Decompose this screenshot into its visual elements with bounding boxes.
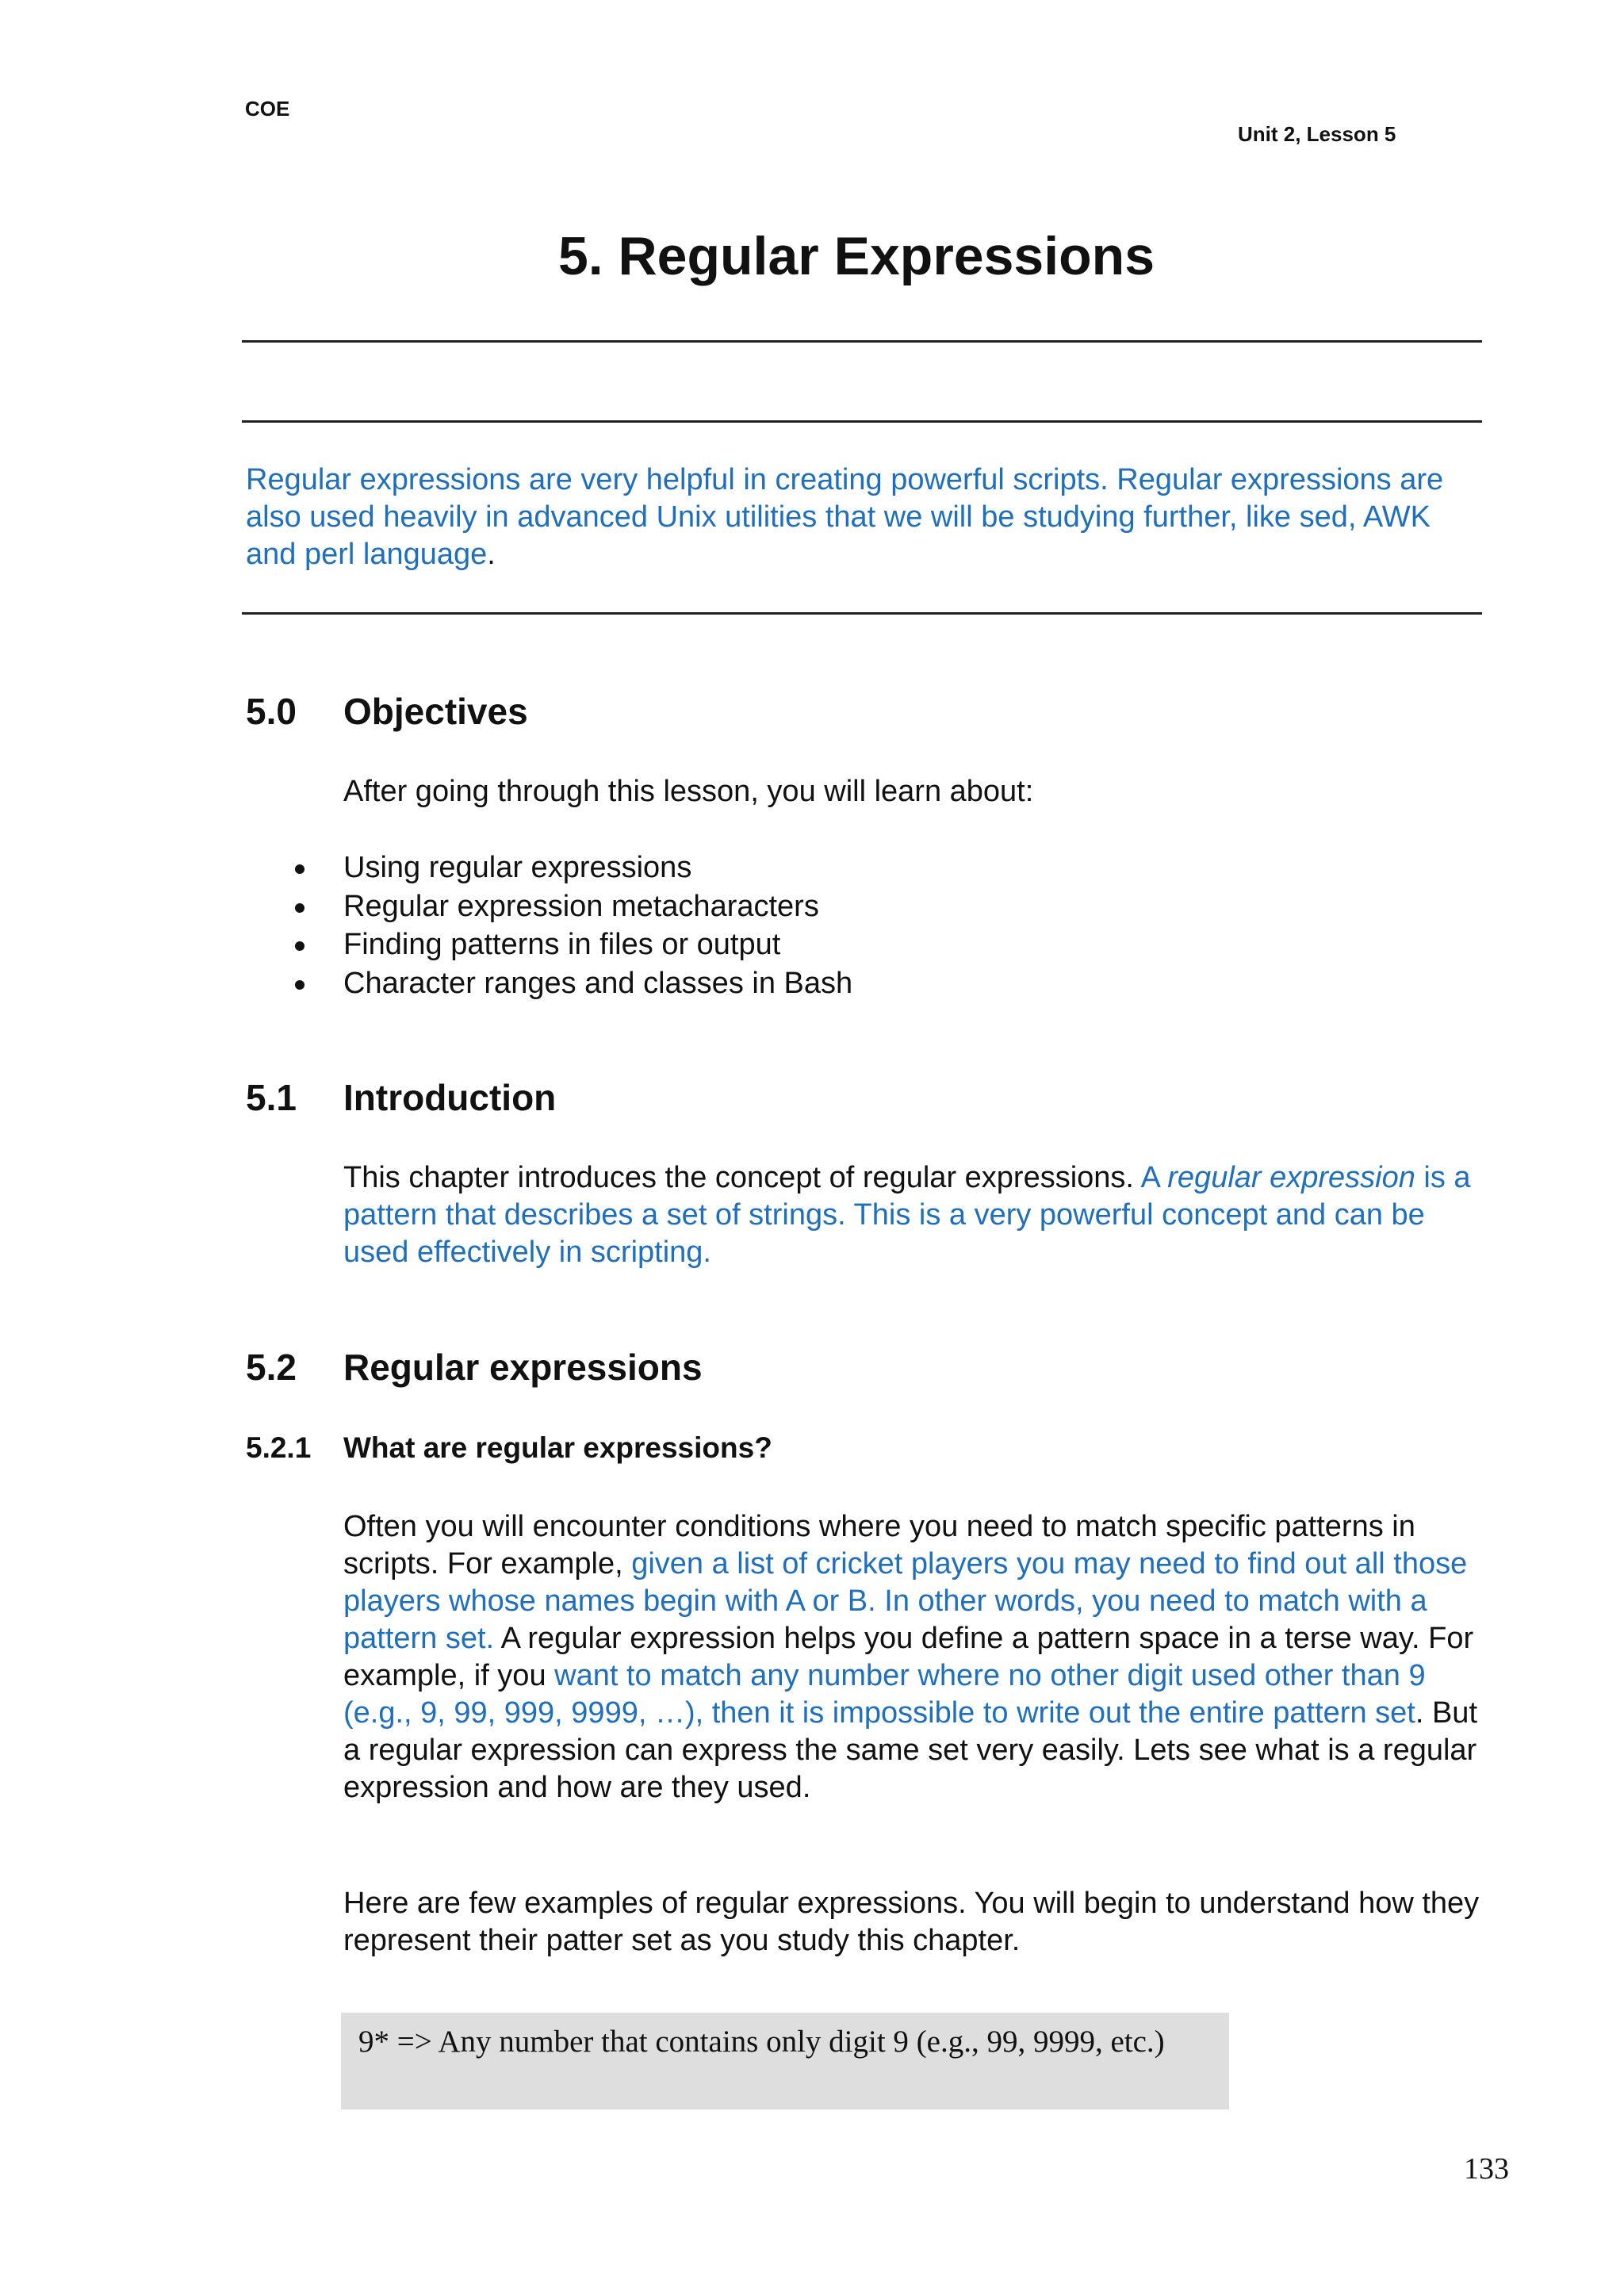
example-box [341,2013,1229,2109]
list-item [285,849,852,887]
section-heading-introduction: Introduction [343,1077,557,1118]
bullet-text: Regular expression metacharacters [343,889,819,923]
section-number-introduction: 5.1 [246,1077,297,1118]
introduction-text-plain: This chapter introduces the concept of regular expressions. [343,1161,1141,1194]
intro-period: . [487,538,496,571]
introduction-term: regular expression [1167,1161,1415,1194]
list-item [285,887,852,926]
title-rule-bottom [242,420,1482,423]
bullet-text: Using regular expressions [343,851,692,884]
regex-p1-s1: Often you will encounter conditions where you need to match specific patterns in scripts. For example, [343,1510,1415,1580]
regex-paragraph-1 [343,1508,1485,1806]
bullet-icon [295,980,304,990]
section-number-objectives: 5.0 [246,691,297,732]
introduction-paragraph [343,1159,1485,1271]
intro-text: Regular expressions are very helpful in creating powerful scripts. Regular expressions are also used heavily in advanced Unix utilities that we will be studying further, like sed, AWK and perl language [246,463,1444,571]
bullet-text: Character ranges and classes in Bash [343,966,853,1000]
bullet-text: Finding patterns in files or output [343,928,781,961]
title-rule-top [242,340,1482,343]
list-item [285,964,852,1003]
list-item [285,925,852,964]
regex-p1-s2: A regular expression helps you define a pattern space in a terse way. For example, if you [343,1622,1474,1692]
regex-p1-b2: want to match any number where no other digit used other than 9 (e.g., 9, 99, 999, 9999, …), then it is impossible to write out the entire pattern set [343,1659,1426,1730]
section-heading-regex: Regular expressions [343,1347,703,1388]
page-title: 5. Regular Expressions [557,226,1155,286]
section-heading-objectives: Objectives [343,691,528,732]
page-number: 133 [1464,2152,1509,2186]
objectives-list [285,849,852,1002]
header-left: COE [245,97,290,121]
objectives-lead: After going through this lesson, you will learn about: [343,775,1034,808]
intro-rule [242,612,1482,615]
subsection-number: 5.2.1 [246,1431,312,1464]
header-right: Unit 2, Lesson 5 [1238,122,1396,146]
bullet-icon [295,903,304,913]
regex-p1-b1: given a list of cricket players you may need to find out all those players whose names begin with A or B. In other words, you need to match with a pattern set. [343,1547,1468,1655]
subsection-heading: What are regular expressions? [343,1431,772,1464]
introduction-text-blue-a: A [1140,1161,1168,1194]
regex-paragraph-2: Here are few examples of regular expressions. You will begin to understand how they represent their patter set as you study this chapter. [343,1887,1480,1957]
regex-p1-s3: . But a regular expression can express the same set very easily. Lets see what is a regular expression and how are they used. [343,1696,1477,1804]
introduction-text-blue-rest: is a pattern that describes a set of strings. This is a very powerful concept and can be used effectively in scripting. [343,1161,1471,1269]
bullet-icon [295,941,304,951]
intro-abstract [246,462,1483,573]
section-number-regex: 5.2 [246,1347,297,1388]
bullet-icon [295,864,304,874]
example-text: 9* => Any number that contains only digit 9 (e.g., 99, 9999, etc.) [358,2025,1165,2059]
